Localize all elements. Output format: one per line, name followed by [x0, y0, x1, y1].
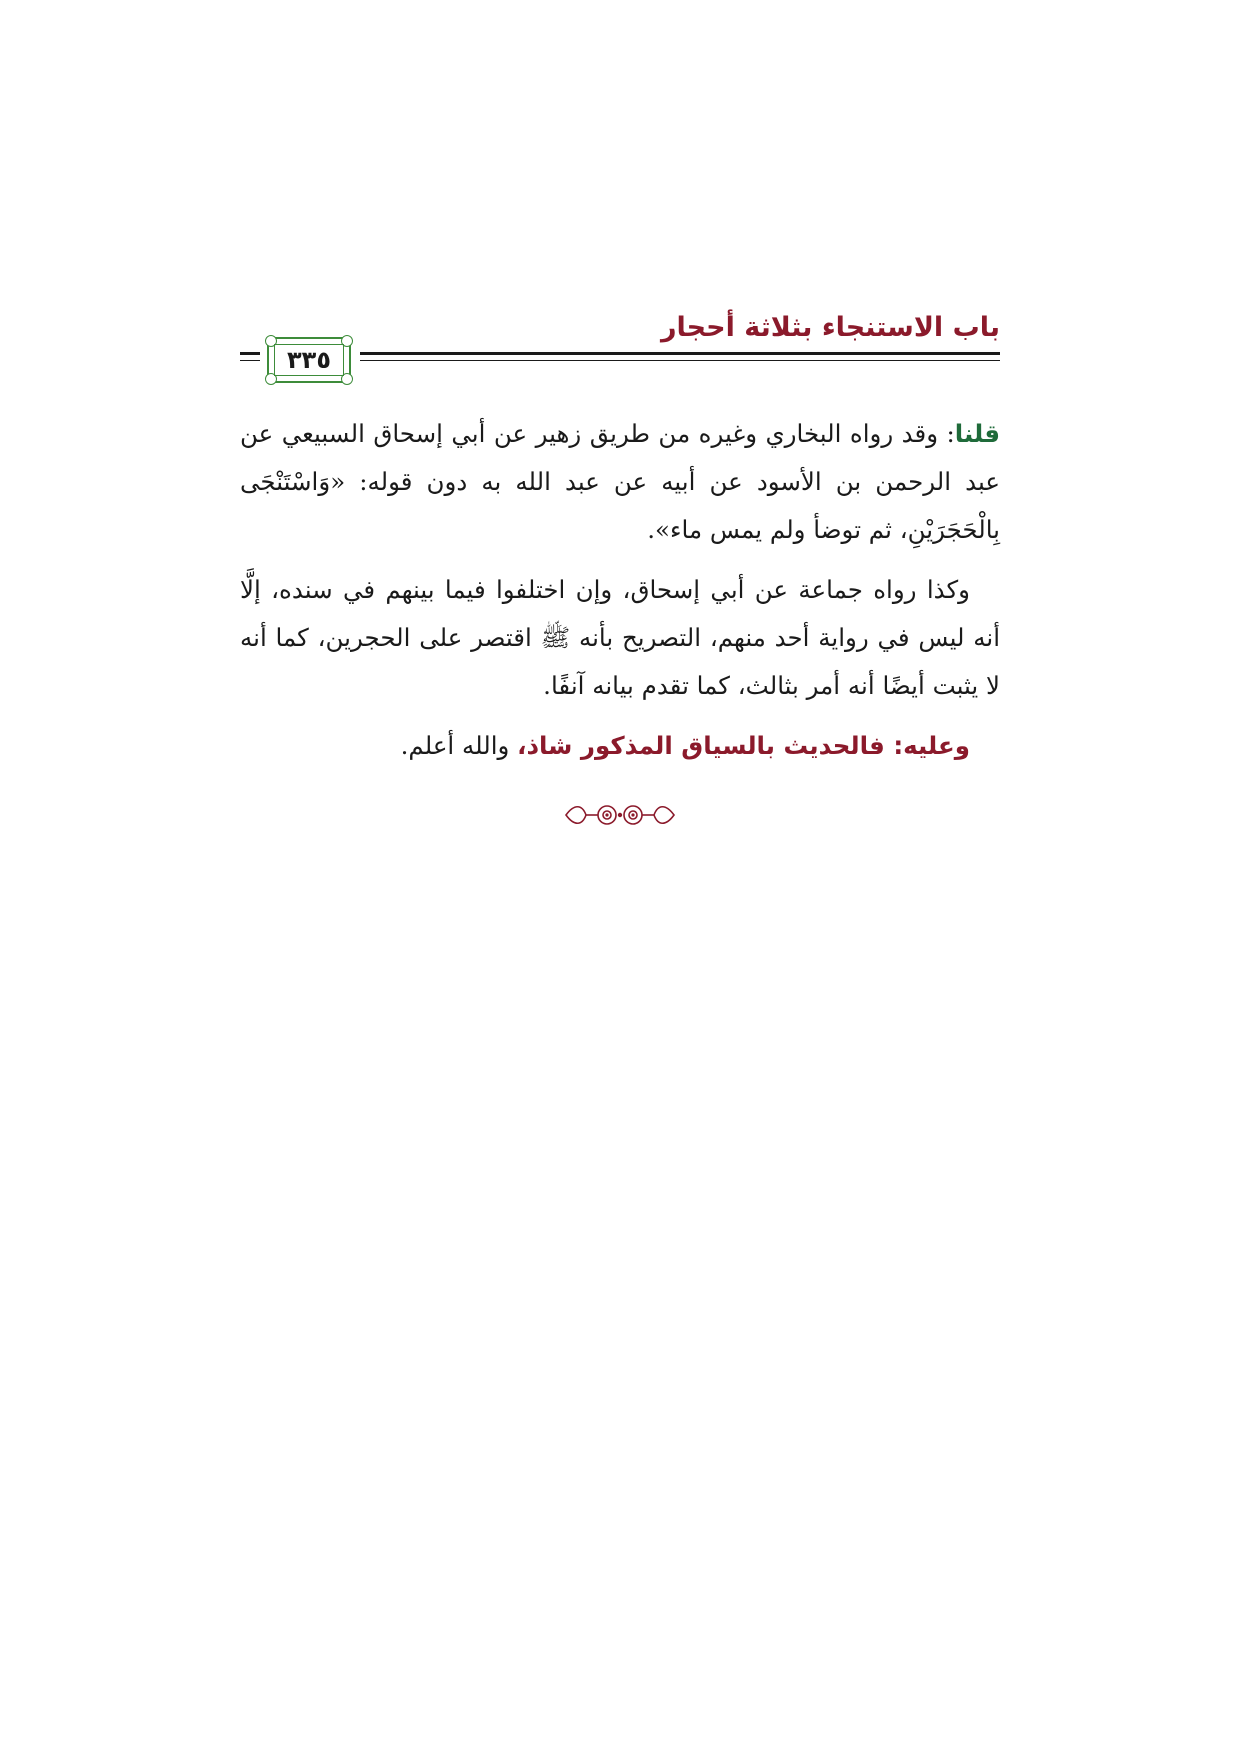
page-number: ٣٣٥ — [274, 344, 344, 376]
header-rule-right-thick — [360, 352, 1000, 355]
paragraph-2-text: وكذا رواه جماعة عن أبي إسحاق، وإن اختلفوا فيما بينهم في سنده، إلَّا أنه ليس في رواية أحد منهم، التصريح بأنه ﷺ اقتصر على الحجرين، كما أنه لا يثبت أيضًا أنه أمر بثالث، كما تقدم بيانه آنفًا. — [240, 575, 1000, 700]
chapter-title: باب الاستنجاء بثلاثة أحجار — [661, 312, 1000, 343]
header-rule-right-thin — [360, 360, 1000, 361]
paragraph-2 — [240, 566, 1000, 710]
paragraph-1-text: : وقد رواه البخاري وغيره من طريق زهير عن أبي إسحاق السبيعي عن عبد الرحمن بن الأسود عن أبيه عن عبد الله به دون قوله: «وَاسْتَنْجَى بِالْحَجَرَيْنِ، ثم توضأ ولم يمس ماء». — [240, 419, 1000, 544]
paragraph-1 — [240, 410, 1000, 554]
header-rule-left-thin — [240, 360, 260, 361]
page-number-badge — [267, 337, 351, 383]
floral-divider-icon — [560, 800, 680, 830]
paragraph-3 — [240, 722, 1000, 770]
header-rule-left-thick — [240, 352, 260, 355]
body-text — [240, 410, 1000, 782]
paragraph-1-lead: قلنا — [954, 419, 1000, 448]
end-ornament — [0, 800, 1240, 830]
paragraph-3-lead: وعليه: فالحديث بالسياق المذكور شاذ، — [517, 731, 970, 760]
paragraph-3-text: والله أعلم. — [400, 731, 518, 760]
